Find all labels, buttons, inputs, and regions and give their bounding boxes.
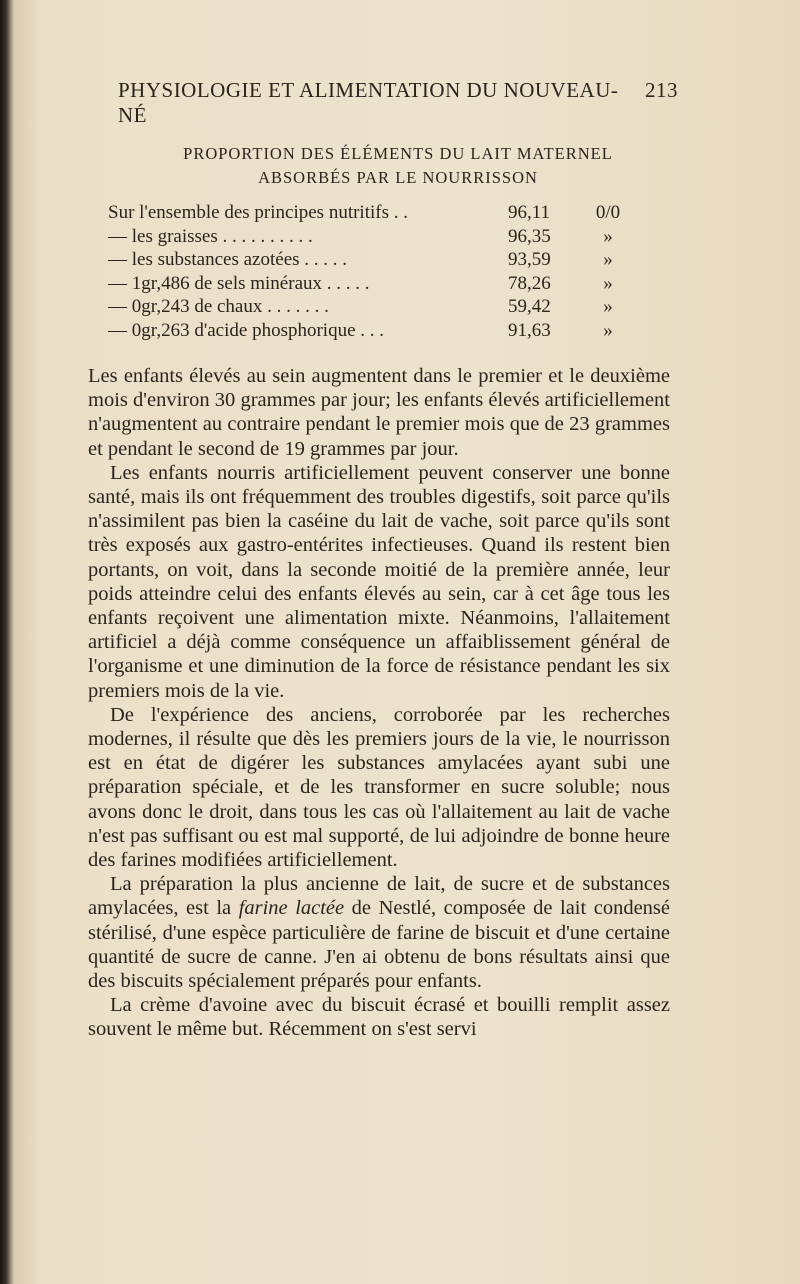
row-label: — les substances azotées . . . . . (108, 249, 348, 270)
table-row (108, 320, 628, 344)
paragraph-3: De l'expérience des anciens, corroborée par les recherches modernes, il résulte que dès les premiers jours de la vie, le nourrisson est en état de digérer les substances amylacées ayant subi une préparation spéciale, et de les transformer en sucre soluble; nous avons donc le droit, dans tous les cas où l'allaitement au lait de vache n'est pas suffisant ou est mal supporté, de lui adjoindre de bonne heure des farines modifiées artificiellement. (88, 703, 670, 872)
paragraph-4-end: de Nestlé, composée de lait condensé stérilisé, d'une espèce particulière de farine de biscuit et d'une certaine quantité de sucre de canne. J'en ai obtenu de bons résultats ainsi que des biscuits spécialement préparés pour enfants. (88, 897, 671, 993)
row-value: 91,63 (508, 319, 551, 341)
paragraph-4-italic: farine lactée (238, 897, 345, 920)
page-number: 213 (645, 78, 678, 102)
row-unit: 0/0 (595, 202, 621, 223)
header-title: PHYSIOLOGIE ET ALIMENTATION DU NOUVEAU-NÉ (118, 78, 619, 127)
paragraph-4-start: La préparation la plus ancienne de lait, de sucre et de substances amylacées, est la (88, 873, 670, 920)
table-row (108, 273, 628, 297)
table-row (108, 296, 628, 320)
row-label: — les graisses . . . . . . . . . . (108, 225, 313, 247)
running-header (118, 78, 678, 128)
row-label: Sur l'ensemble des principes nutritifs . . (108, 202, 408, 223)
row-unit: » (603, 319, 613, 341)
table-row (108, 226, 628, 250)
row-label: — 0gr,243 de chaux . . . . . . . (108, 296, 329, 317)
row-unit: » (603, 225, 613, 247)
table-title (88, 142, 708, 190)
table-title-line1: PROPORTION DES ÉLÉMENTS DU LAIT MATERNEL (183, 144, 613, 163)
table-title-line2: ABSORBÉS PAR LE NOURRISSON (258, 168, 538, 187)
row-value: 96,35 (508, 225, 551, 247)
table-row (108, 202, 628, 226)
row-value: 96,11 (508, 202, 551, 223)
row-label: — 0gr,263 d'acide phosphorique . . . (108, 319, 385, 341)
paragraph-4 (88, 872, 670, 993)
body-text (88, 364, 670, 1042)
row-value: 59,42 (508, 296, 551, 317)
row-unit: » (603, 296, 613, 317)
row-value: 93,59 (508, 249, 551, 270)
row-unit: » (603, 249, 613, 270)
row-value: 78,26 (508, 272, 551, 294)
paragraph-1: Les enfants élevés au sein augmentent dans le premier et le deuxième mois d'environ 30 grammes par jour; les enfants élevés artificiellement n'augmentent au contraire pendant le premier mois que de 23 grammes et pendant le second de 19 grammes par jour. (88, 365, 670, 460)
table-row (108, 249, 628, 273)
paragraph-5: La crème d'avoine avec du biscuit écrasé et bouilli remplit assez souvent le même but. Récemment on s'est servi (88, 994, 670, 1041)
row-unit: » (603, 272, 613, 294)
paragraph-2: Les enfants nourris artificiellement peuvent conserver une bonne santé, mais ils ont fréquemment des troubles digestifs, soit parce qu'ils n'assimilent pas bien la caséine du lait de vache, soit parce qu'ils sont très exposés aux gastro-entérites infectieuses. Quand ils restent bien portants, on voit, dans la seconde moitié de la première année, leur poids atteindre celui des enfants élevés au sein, car à cet âge tous les enfants reçoivent une alimentation mixte. Néanmoins, l'allaitement artificiel a déjà comme conséquence un affaiblissement général de l'organisme et une diminution de la force de résistance pendant les six premiers mois de la vie. (88, 461, 670, 702)
row-label: — 1gr,486 de sels minéraux . . . . . (108, 272, 370, 294)
proportion-table (108, 202, 628, 343)
